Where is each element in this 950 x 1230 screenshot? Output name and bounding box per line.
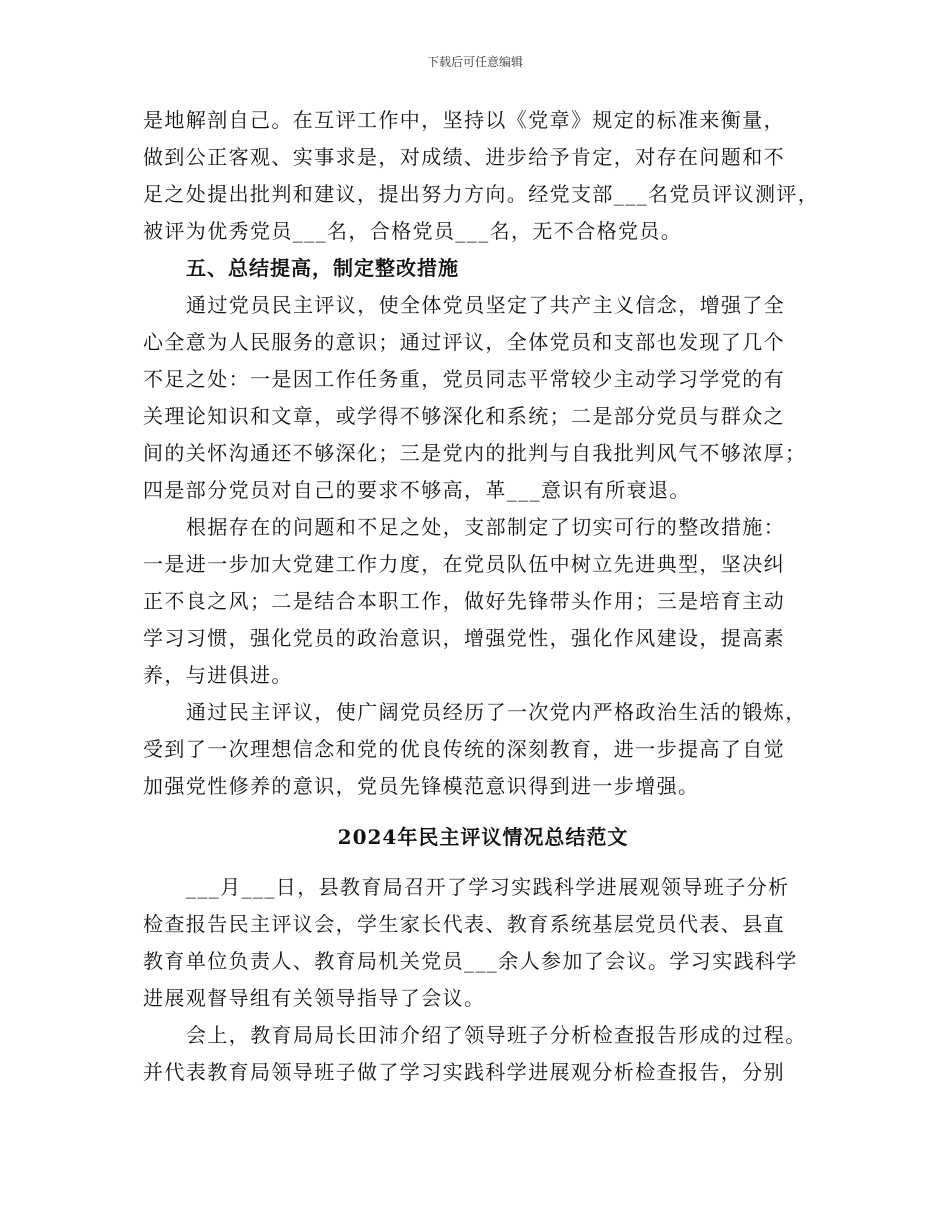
page-header: 下载后可任意编辑 [426,55,523,69]
text-line: 并代表教育局领导班子做了学习实践科学进展观分析检查报告，分别 [143,1060,785,1084]
text-line: 做到公正客观、实事求是，对成绩、进步给予肯定，对存在问题和不 [143,145,785,169]
paragraph-conclusion [143,694,823,805]
paragraph-evaluation-results [143,102,823,250]
text-line: 正不良之风；二是结合本职工作，做好先锋带头作用；三是培育主动 [143,589,785,613]
paragraph-measures [143,509,823,694]
text-line: 会上，教育局局长田沛介绍了领导班子分析检查报告形成的过程。 [186,1023,807,1047]
section-heading-five: 五、总结提高，制定整改措施 [186,256,459,280]
text-line: 教育单位负责人、教育局机关党员___余人参加了会议。学习实践科学 [143,949,798,973]
text-line: 足之处提出批判和建议，提出努力方向。经党支部___名党员评议测评， [143,182,820,206]
text-line: 通过民主评议，使广阔党员经历了一次党内严格政治生活的锻炼， [186,700,807,724]
document-body [143,102,823,1091]
text-line: 不足之处：一是因工作任务重，党员同志平常较少主动学习学党的有 [143,367,785,391]
text-line: 养，与进俱进。 [143,663,293,687]
text-line: 间的关怀沟通还不够深化；三是党内的批判与自我批判风气不够浓厚； [143,441,807,465]
text-line: 进展观督导组有关领导指导了会议。 [143,986,486,1010]
text-line: 检查报告民主评议会，学生家长代表、教育系统基层党员代表、县直 [143,912,785,936]
text-line: 关理论知识和文章，或学得不够深化和系统；二是部分党员与群众之 [143,404,785,428]
text-line: 加强党性修养的意识，党员先锋模范意识得到进一步增强。 [143,774,700,798]
paragraph-meeting-report [143,1017,823,1091]
text-line: 是地解剖自己。在互评工作中，坚持以《党章》规定的标准来衡量， [143,108,785,132]
text-line: 根据存在的问题和不足之处，支部制定了切实可行的整改措施： [186,515,786,539]
text-line: 四是部分党员对自己的要求不够高，革___意识有所衰退。 [143,478,691,502]
document-title: 2024年民主评议情况总结范文 [337,825,629,849]
text-line: 被评为优秀党员___名，合格党员___名，无不合格党员。 [143,219,683,243]
paragraph-meeting-intro [143,869,823,1017]
text-line: ___月___日，县教育局召开了学习实践科学进展观领导班子分析 [186,875,790,899]
text-line: 一是进一步加大党建工作力度，在党员队伍中树立先进典型，坚决纠 [143,552,785,576]
paragraph-shortcomings [143,287,823,509]
text-line: 通过党员民主评议，使全体党员坚定了共产主义信念，增强了全 [186,293,786,317]
text-line: 学习习惯，强化党员的政治意识，增强党性，强化作风建设，提高素 [143,626,785,650]
text-line: 心全意为人民服务的意识；通过评议，全体党员和支部也发现了几个 [143,330,785,354]
text-line: 受到了一次理想信念和党的优良传统的深刻教育，进一步提高了自觉 [143,737,785,761]
